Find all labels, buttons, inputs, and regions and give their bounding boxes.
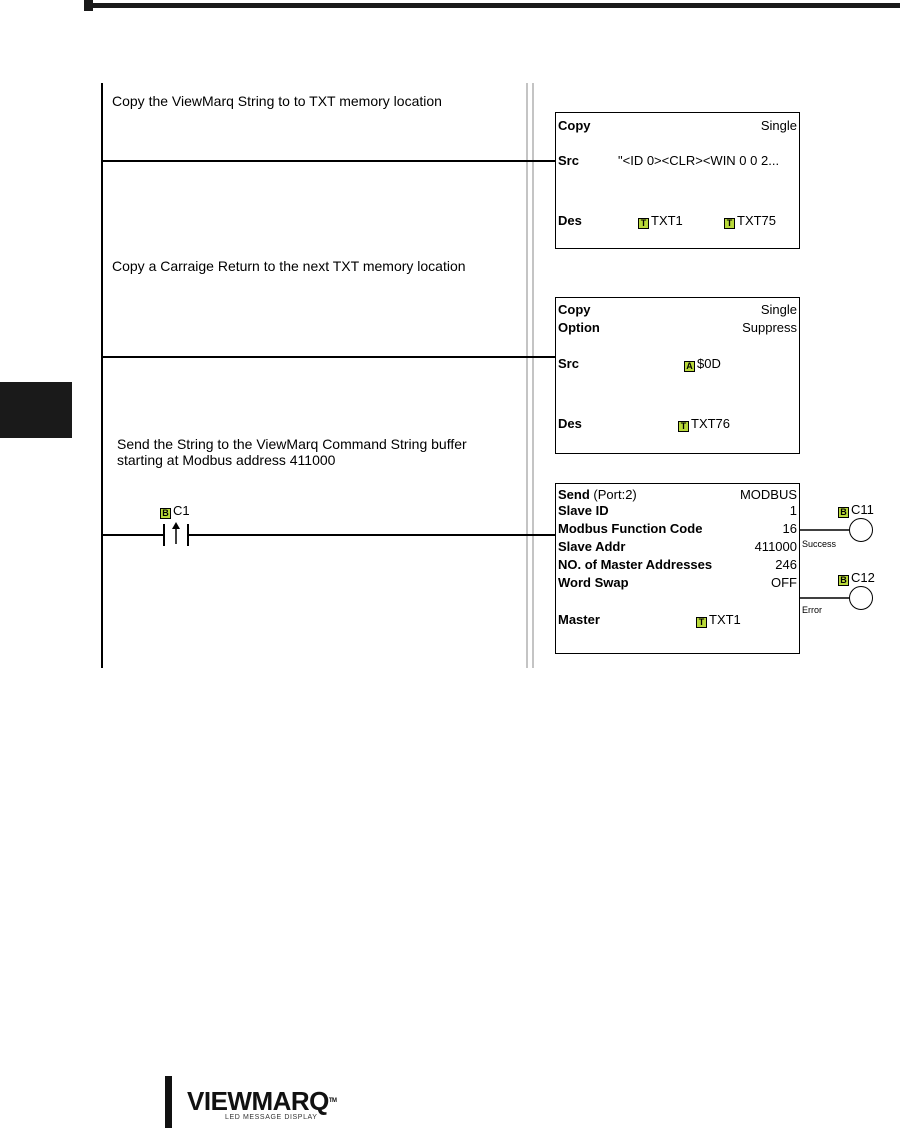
- logo-tm: TM: [328, 1098, 337, 1104]
- logo-subtitle: LED MESSAGE DISPLAY: [225, 1114, 318, 1121]
- ascii-constant-icon: A: [684, 361, 695, 372]
- bit-memory-icon: B: [838, 507, 849, 518]
- error-label: Error: [802, 605, 822, 615]
- logo-text: VIEWMARQ: [187, 1086, 329, 1116]
- rung1-wire: [101, 160, 555, 162]
- copy-title: Copy: [558, 302, 591, 317]
- send-protocol: MODBUS: [739, 487, 797, 502]
- send-row-label: NO. of Master Addresses: [558, 557, 713, 572]
- rung2-wire: [101, 356, 555, 358]
- send-row-label: Word Swap: [558, 575, 629, 590]
- bit-memory-icon: B: [160, 508, 171, 519]
- master-label: Master: [558, 612, 600, 627]
- option-value: Suppress: [742, 320, 797, 335]
- rung2-copy-box[interactable]: [555, 297, 800, 454]
- positive-edge-contact-icon[interactable]: [161, 518, 191, 554]
- coil-c11-label: B C11: [838, 502, 874, 518]
- send-row-value: 411000: [754, 539, 797, 554]
- send-row-value: 1: [789, 503, 797, 518]
- send-modbus-box[interactable]: [555, 483, 800, 654]
- coil-wires: [799, 520, 851, 610]
- rung3-comment-line1: Send the String to the ViewMarq Command String buffer: [117, 436, 467, 452]
- error-coil-icon[interactable]: [849, 586, 873, 610]
- send-row-label: Slave Addr: [558, 539, 626, 554]
- src-label: Src: [558, 356, 579, 371]
- send-row-value: 16: [782, 521, 797, 536]
- coil-c12-label: B C12: [838, 570, 875, 586]
- success-coil-icon[interactable]: [849, 518, 873, 542]
- viewmarq-logo: [187, 1088, 337, 1121]
- des-label: Des: [558, 416, 582, 431]
- des-label: Des: [558, 213, 582, 228]
- rung1-copy-box[interactable]: [555, 112, 800, 249]
- header-rule: [84, 3, 900, 8]
- copy-title: Copy: [558, 118, 591, 133]
- des-from: T TXT1: [638, 213, 683, 229]
- header-marker: [84, 0, 93, 11]
- send-title: Send (Port:2): [558, 487, 637, 502]
- text-memory-icon: T: [678, 421, 689, 432]
- option-label: Option: [558, 320, 600, 335]
- src-value: "<ID 0><CLR><WIN 0 0 2...: [618, 153, 780, 168]
- send-row-label: Slave ID: [558, 503, 609, 518]
- contact-c1-label: B C1: [160, 503, 190, 519]
- send-row-label: Modbus Function Code: [558, 521, 703, 536]
- text-memory-icon: T: [638, 218, 649, 229]
- right-rail-gray-1: [526, 83, 528, 668]
- copy-mode: Single: [760, 118, 797, 133]
- send-row-value: 246: [775, 557, 797, 572]
- des-value: T TXT76: [678, 416, 730, 432]
- rung3-comment-line2: starting at Modbus address 411000: [117, 452, 336, 468]
- src-value: A $0D: [684, 356, 721, 372]
- text-memory-icon: T: [696, 617, 707, 628]
- success-label: Success: [802, 539, 837, 549]
- rung2-comment: Copy a Carraige Return to the next TXT memory location: [112, 258, 466, 274]
- text-memory-icon: T: [724, 218, 735, 229]
- chapter-tab: [0, 382, 72, 438]
- master-value: T TXT1: [696, 612, 741, 628]
- send-row-value: OFF: [771, 575, 797, 590]
- right-rail-gray-2: [532, 83, 534, 668]
- des-to: T TXT75: [724, 213, 776, 229]
- src-label: Src: [558, 153, 579, 168]
- left-power-rail: [101, 83, 103, 668]
- rung1-comment: Copy the ViewMarq String to to TXT memory location: [112, 93, 442, 109]
- footer-bar: [165, 1076, 172, 1128]
- bit-memory-icon: B: [838, 575, 849, 586]
- copy-mode: Single: [760, 302, 797, 317]
